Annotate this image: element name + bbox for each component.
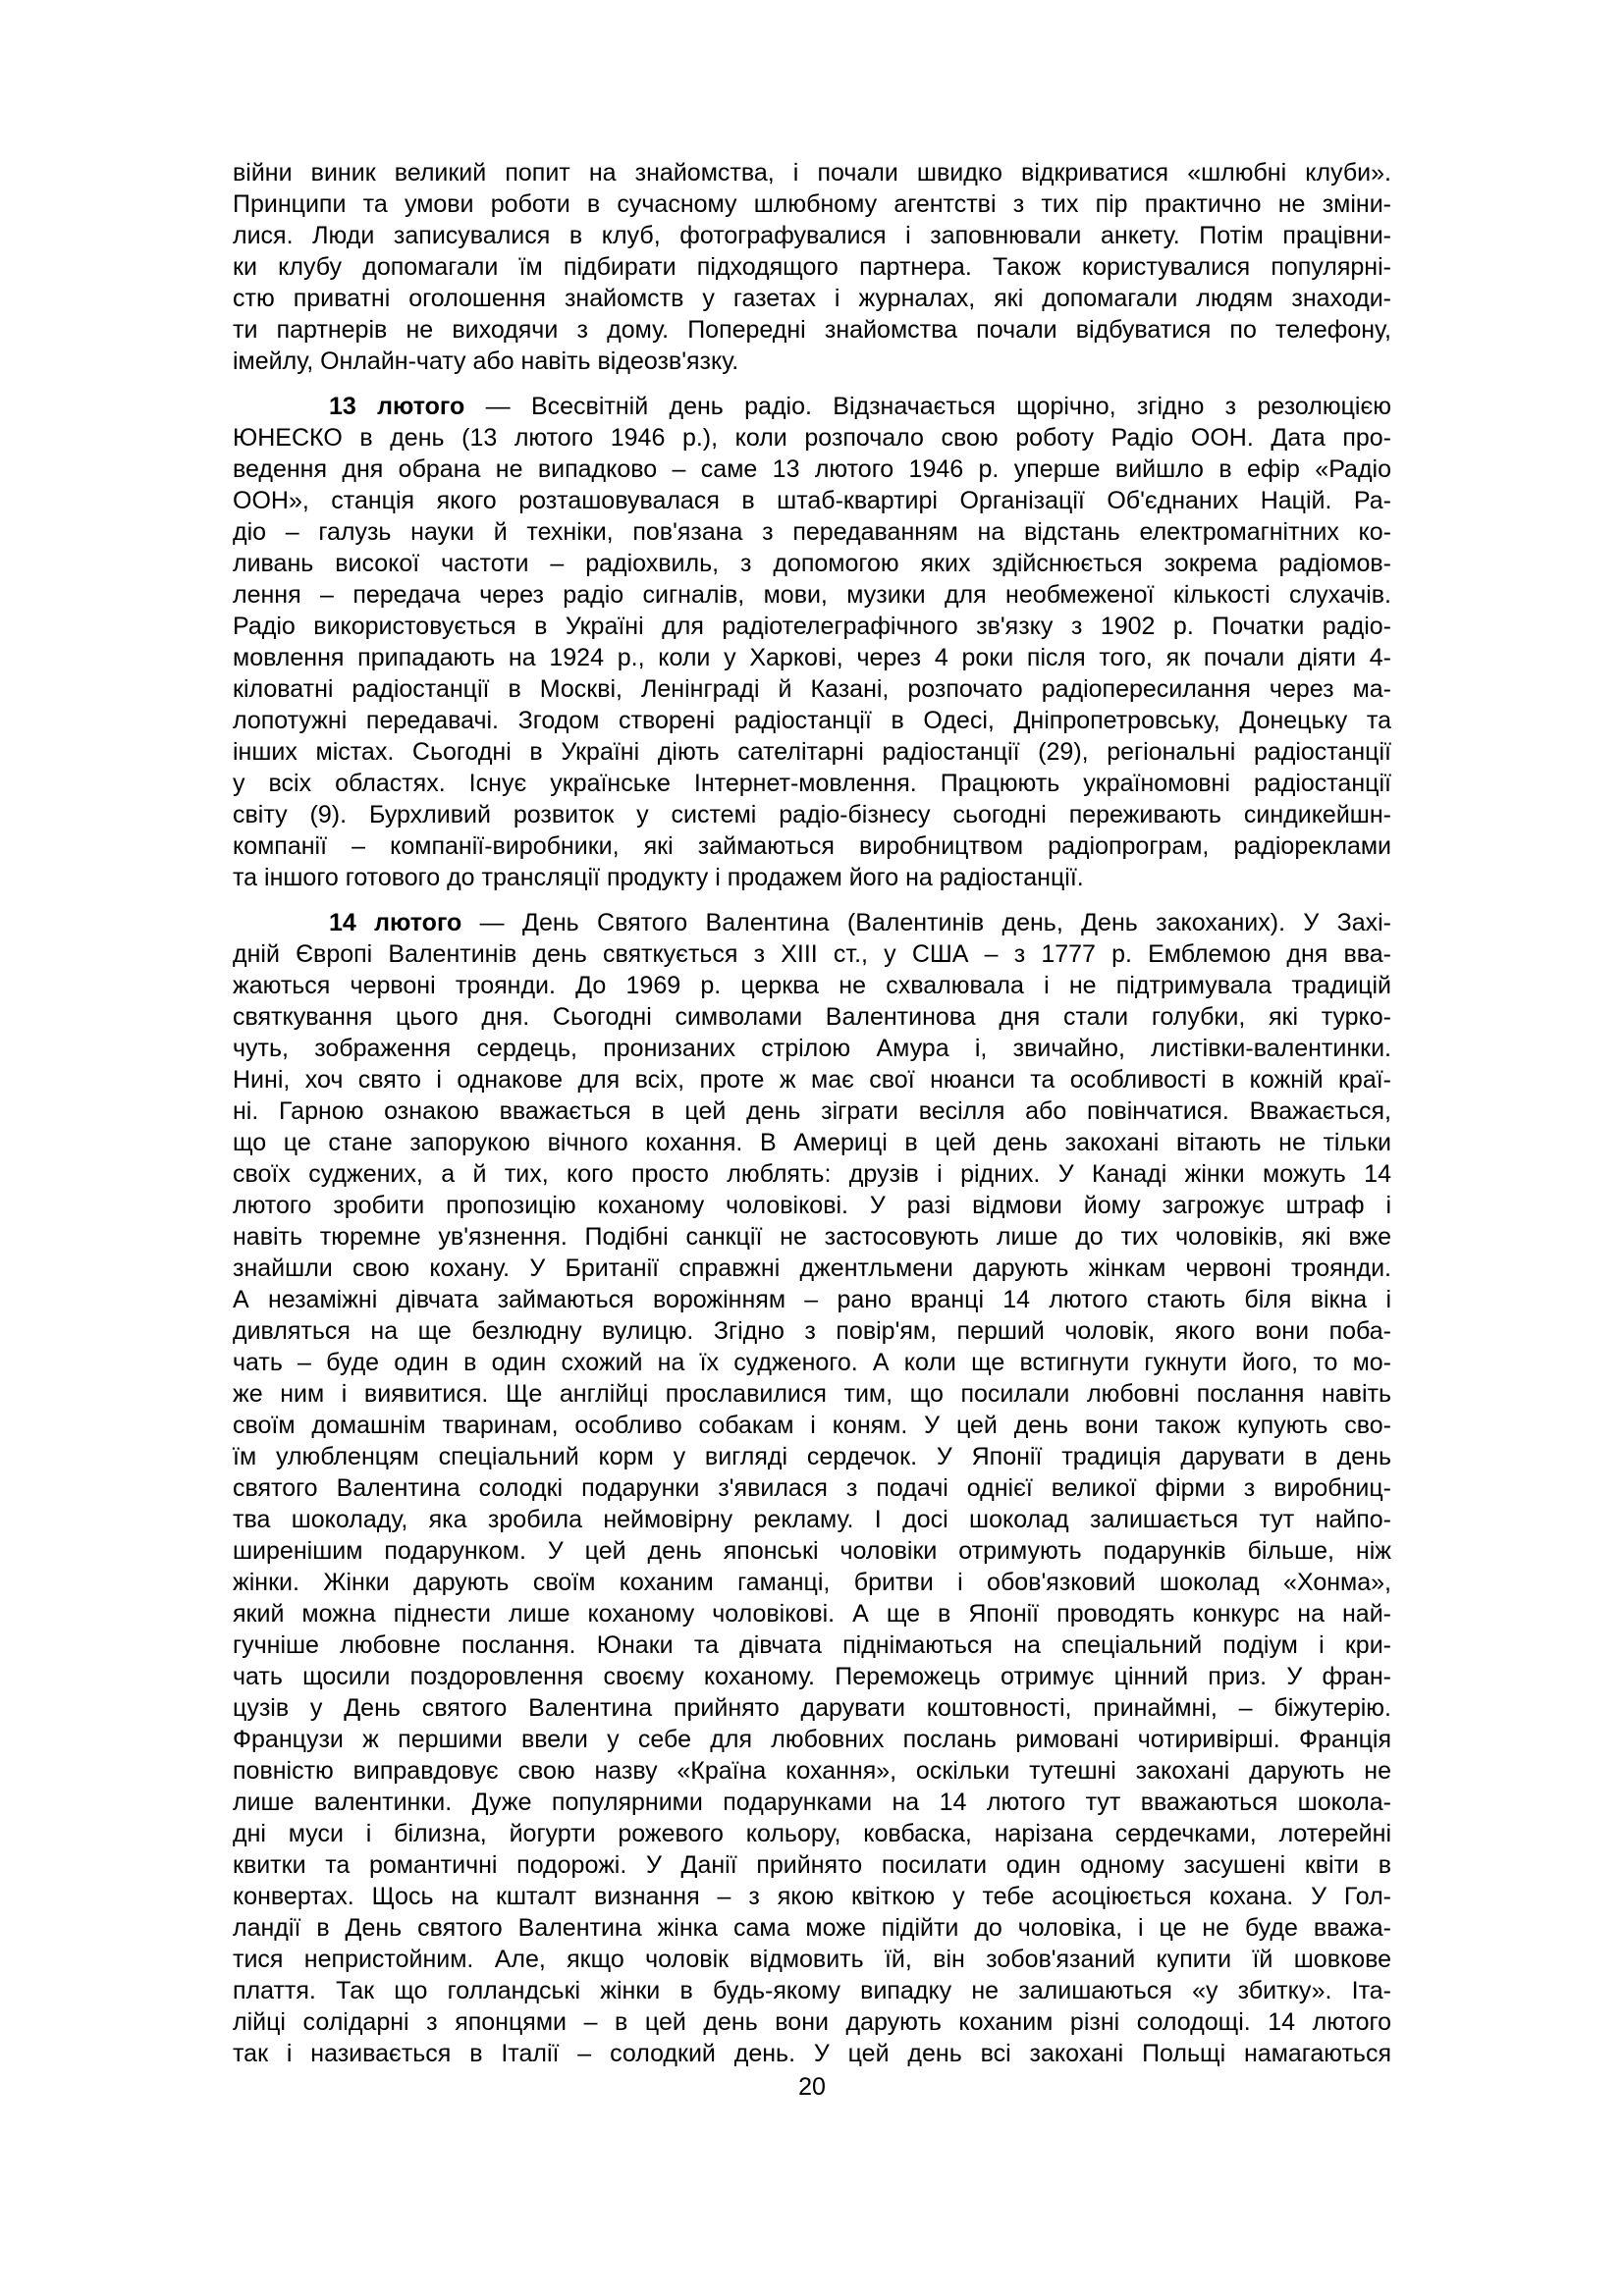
text-line: святого Валентина солодкі подарунки з'явилася з подачі однієї великої фірми з виробниц- <box>233 1474 1391 1502</box>
page-number: 20 <box>798 2073 826 2101</box>
text-line: 14 лютого — День Святого Валентина (Валентинів день, День закоханих). У Захі- <box>329 909 1391 936</box>
text-line: у всіх областях. Існує українське Інтернет-мовлення. Працюють україномовні радіостанції <box>233 770 1391 797</box>
text-line: лопотужні передавачі. Згодом створені радіостанції в Одесі, Дніпропетровську, Донецьку та <box>233 707 1391 734</box>
text-line: лення – передача через радіо сигналів, мови, музики для необмеженої кількості слухачів. <box>233 581 1391 609</box>
paragraph <box>233 391 1391 893</box>
text-line: ведення дня обрана не випадково – саме 13 лютого 1946 р. уперше вийшло в ефір «Радіо <box>233 455 1391 483</box>
paragraph <box>233 907 1391 2069</box>
text-line: лійці солідарні з японцями – в цей день вони дарують коханим різні солодощі. 14 лютого <box>233 2008 1391 2036</box>
text-line: імейлу, Онлайн-чату або навіть відеозв'язку. <box>233 347 739 375</box>
text-line: дивляться на ще безлюдну вулицю. Згідно з повір'ям, перший чоловік, якого вони поба- <box>233 1317 1391 1345</box>
text-line: так і називається в Італії – солодкий день. У цей день всі закохані Польщі намагаються <box>233 2040 1391 2067</box>
text-line: лютого зробити пропозицію коханому чоловікові. У разі відмови йому загрожує штраф і <box>233 1192 1391 1219</box>
text-line: лися. Люди записувалися в клуб, фотографувалися і заповнювали анкету. Потім працівни- <box>233 222 1391 249</box>
text-line: квитки та романтичні подорожі. У Данії прийнято посилати один одному засушені квіти в <box>233 1851 1391 1879</box>
text-line: А незаміжні дівчата займаються ворожінням – рано вранці 14 лютого стають біля вікна і <box>233 1286 1391 1313</box>
text-line: святкування цього дня. Сьогодні символами Валентинова дня стали голубки, які турко- <box>233 1003 1391 1031</box>
date-heading: 13 лютого <box>329 393 465 420</box>
text-line: який можна піднести лише коханому чоловікові. А ще в Японії проводять конкурс на най- <box>233 1600 1391 1628</box>
text-line: інших містах. Сьогодні в Україні діють сателітарні радіостанції (29), регіональні радіостанції <box>233 738 1391 766</box>
text-block <box>233 157 1391 2069</box>
text-line: гучніше любовне послання. Юнаки та дівчата піднімаються на спеціальний подіум і кри- <box>233 1631 1391 1659</box>
text-line: мовлення припадають на 1924 р., коли у Харкові, через 4 роки після того, як почали діяти 4- <box>233 644 1391 671</box>
text-line: своїх суджених, а й тих, кого просто люблять: друзів і рідних. У Канаді жінки можуть 14 <box>233 1160 1391 1188</box>
text-line: жаються червоні троянди. До 1969 р. церква не схвалювала і не підтримувала традицій <box>233 972 1391 999</box>
text-line: навіть тюремне ув'язнення. Подібні санкції не застосовують лише до тих чоловіків, які вже <box>233 1223 1391 1251</box>
text-line: тва шоколаду, яка зробила неймовірну рекламу. І досі шоколад залишається тут найпо- <box>233 1506 1391 1533</box>
text-line: лише валентинки. Дуже популярними подарунками на 14 лютого тут вважаються шокола- <box>233 1789 1391 1816</box>
date-heading: 14 лютого <box>329 909 462 936</box>
text-line: діо – галузь науки й техніки, пов'язана з передаванням на відстань електромагнітних ко- <box>233 518 1391 546</box>
text-line: 13 лютого — Всесвітній день радіо. Відзначається щорічно, згідно з резолюцією <box>329 393 1391 420</box>
text-line: Французи ж першими ввели у себе для любовних послань римовані чотиривірші. Франція <box>233 1726 1391 1753</box>
text-line: що це стане запорукою вічного кохання. В Америці в цей день закохані вітають не тільки <box>233 1129 1391 1156</box>
text-line: Радіо використовується в Україні для радіотелеграфічного зв'язку з 1902 р. Початки радіо- <box>233 613 1391 640</box>
text-line: стю приватні оголошення знайомств у газетах і журналах, які допомагали людям знаходи- <box>233 285 1391 312</box>
text-line: ООН», станція якого розташовувалася в штаб-квартирі Організації Об'єднаних Націй. Ра- <box>233 487 1391 514</box>
text-line: Нині, хоч свято і однакове для всіх, проте ж має свої нюанси та особливості в кожній краї- <box>233 1066 1391 1094</box>
text-line: ландії в День святого Валентина жінка сама може підійти до чоловіка, і це не буде вважа- <box>233 1914 1391 1942</box>
text-line: ливань високої частоти – радіохвиль, з допомогою яких здійснюється зокрема радіомов- <box>233 550 1391 577</box>
text-line: дні муси і білизна, йогурти рожевого кольору, ковбаска, нарізана сердечками, лотерейні <box>233 1820 1391 1847</box>
text-line: та іншого готового до трансляції продукту і продажем його на радіостанції. <box>233 864 1084 891</box>
text-line: чать – буде один в один схожий на їх судженого. А коли ще встигнути гукнути його, то мо- <box>233 1349 1391 1376</box>
text-line: чуть, зображення сердець, пронизаних стрілою Амура і, звичайно, листівки-валентинки. <box>233 1035 1391 1062</box>
text-line: ні. Гарною ознакою вважається в цей день зіграти весілля або повінчатися. Вважається, <box>233 1097 1391 1125</box>
text-line: Принципи та умови роботи в сучасному шлюбному агентстві з тих пір практично не зміни- <box>233 190 1391 218</box>
text-line: плаття. Так що голландські жінки в будь-якому випадку не залишаються «у збитку». Іта- <box>233 1977 1391 2004</box>
text-line: ти партнерів не виходячи з дому. Попередні знайомства почали відбуватися по телефону, <box>233 316 1391 344</box>
text-line: ки клубу допомагали їм підбирати підходящого партнера. Також користувалися популярні- <box>233 253 1391 281</box>
text-line: кіловатні радіостанції в Москві, Ленінграді й Казані, розпочато радіопересилання через ма- <box>233 675 1391 703</box>
text-line: ширенішим подарунком. У цей день японські чоловіки отримують подарунків більше, ніж <box>233 1537 1391 1565</box>
text-line: жінки. Жінки дарують своїм коханим гаманці, бритви і обов'язковий шоколад «Хонма», <box>233 1569 1391 1596</box>
text-line: світу (9). Бурхливий розвиток у системі радіо-бізнесу сьогодні переживають синдикейшн- <box>233 801 1391 828</box>
paragraph <box>233 157 1391 377</box>
text-line: знайшли свою кохану. У Британії справжні джентльмени дарують жінкам червоні троянди. <box>233 1255 1391 1282</box>
text-line: повністю виправдовує свою назву «Країна кохання», оскільки тутешні закохані дарують не <box>233 1757 1391 1785</box>
text-line: тися непристойним. Але, якщо чоловік відмовить їй, він зобов'язаний купити їй шовкове <box>233 1946 1391 1973</box>
text-line: їм улюбленцям спеціальний корм у вигляді сердечок. У Японії традиція дарувати в день <box>233 1443 1391 1470</box>
text-line: конвертах. Щось на кшталт визнання – з якою квіткою у тебе асоціюється кохана. У Гол- <box>233 1883 1391 1910</box>
text-line: компанії – компанії-виробники, які займаються виробництвом радіопрограм, радіореклами <box>233 832 1391 860</box>
text-line: ЮНЕСКО в день (13 лютого 1946 р.), коли розпочало свою роботу Радіо ООН. Дата про- <box>233 424 1391 452</box>
text-line: цузів у День святого Валентина прийнято дарувати коштовності, принаймні, – біжутерію. <box>233 1694 1391 1722</box>
text-line: війни виник великий попит на знайомства, і почали швидко відкриватися «шлюбні клуби». <box>233 159 1391 187</box>
text-line: дній Європі Валентинів день святкується з XIII ст., у США – з 1777 р. Емблемою дня вва- <box>233 940 1391 968</box>
text-line: же ним і виявитися. Ще англійці прославилися тим, що посилали любовні послання навіть <box>233 1380 1391 1408</box>
text-line: чать щосили поздоровлення своєму коханому. Переможець отримує цінний приз. У фран- <box>233 1663 1391 1690</box>
text-line: своїм домашнім тваринам, особливо собакам і коням. У цей день вони також купують сво- <box>233 1412 1391 1439</box>
